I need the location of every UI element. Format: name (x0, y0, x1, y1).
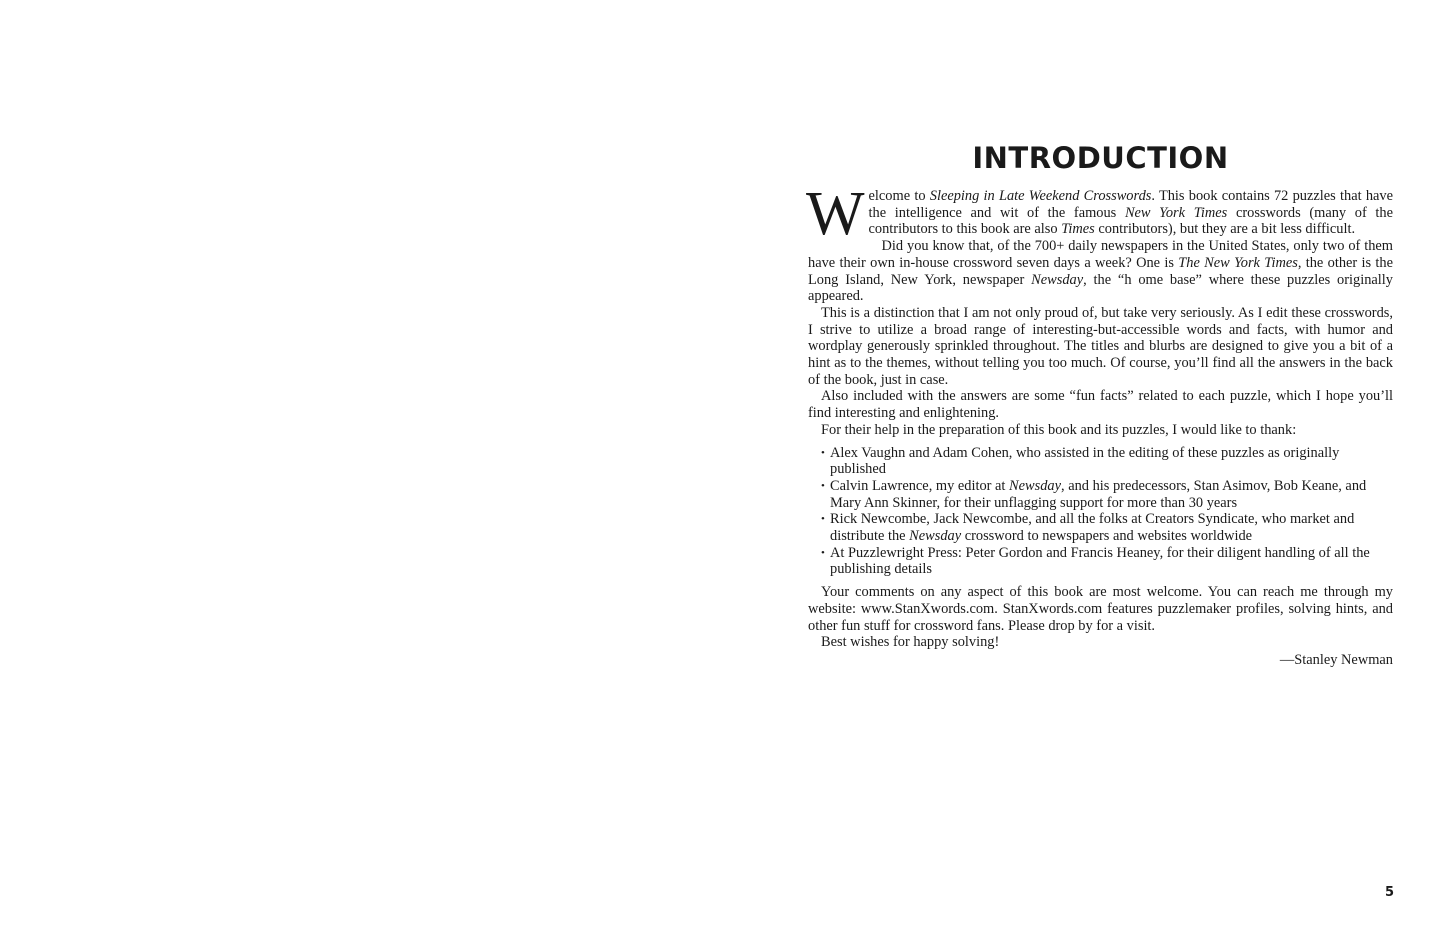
paragraph-newspapers: Did you know that, of the 700+ daily newspapers in the United States, only two of them have their own in-house crossword seven days a week? One is The New York Times, the other is the Long Island, New York, newspaper Newsday, the “h ome base” where these puzzles originally appeared. (808, 238, 1393, 305)
page-title: INTRODUCTION (972, 141, 1229, 175)
book-title: Sleeping in Late Weekend Crosswords (929, 188, 1152, 204)
list-item: • At Puzzlewright Press: Peter Gordon and Francis Heaney, for their diligent handling of all the publishing details (821, 545, 1393, 578)
introduction-page (808, 140, 1393, 669)
blank-left-page (0, 0, 722, 934)
list-item: • Alex Vaughn and Adam Cohen, who assisted in the editing of these puzzles as originally published (821, 445, 1393, 478)
list-item: • Calvin Lawrence, my editor at Newsday, and his predecessors, Stan Asimov, Bob Keane, and Mary Ann Skinner, for their unflagging support for more than 30 years (821, 478, 1393, 511)
list-item: • Rick Newcombe, Jack Newcombe, and all the folks at Creators Syndicate, who market and distribute the Newsday crossword to newspapers and websites worldwide (821, 511, 1393, 544)
paragraph-fun-facts: Also included with the answers are some “fun facts” related to each puzzle, which I hope you’ll find interesting and enlightening. (808, 388, 1393, 422)
page-number: 5 (1384, 885, 1394, 900)
paragraph-comments: Your comments on any aspect of this book are most welcome. You can reach me through my website: www.StanXwords.com. StanXwords.com features puzzlemaker profiles, solving hints, and other fun stuff for crossword fans. Please drop by for a visit. (808, 584, 1393, 634)
paragraph-best-wishes: Best wishes for happy solving! (821, 634, 1000, 651)
paragraph-thanks-intro: For their help in the preparation of this book and its puzzles, I would like to thank: (821, 421, 1297, 438)
signature: —Stanley Newman (1279, 651, 1393, 668)
paragraph-distinction: This is a distinction that I am not only proud of, but take very seriously. As I edit these crosswords, I strive to utilize a broad range of interesting-but-accessible words and facts, with humor and wordplay generously sprinkled throughout. The titles and blurbs are designed to give you a bit of a hint as to the themes, without telling you too much. Of course, you’ll find all the answers in the back of the book, just in case. (808, 304, 1393, 388)
introduction-body (806, 180, 1394, 669)
thanks-list (821, 445, 1393, 579)
drop-cap: W (806, 180, 865, 248)
paragraph-welcome: Welcome to Sleeping in Late Weekend Crosswords. This book contains 72 puzzles that have the intelligence and wit of the famous New York Times crosswords (many of the contributors to this book are also Times contributors), but they are a bit less difficult. (806, 180, 1394, 248)
